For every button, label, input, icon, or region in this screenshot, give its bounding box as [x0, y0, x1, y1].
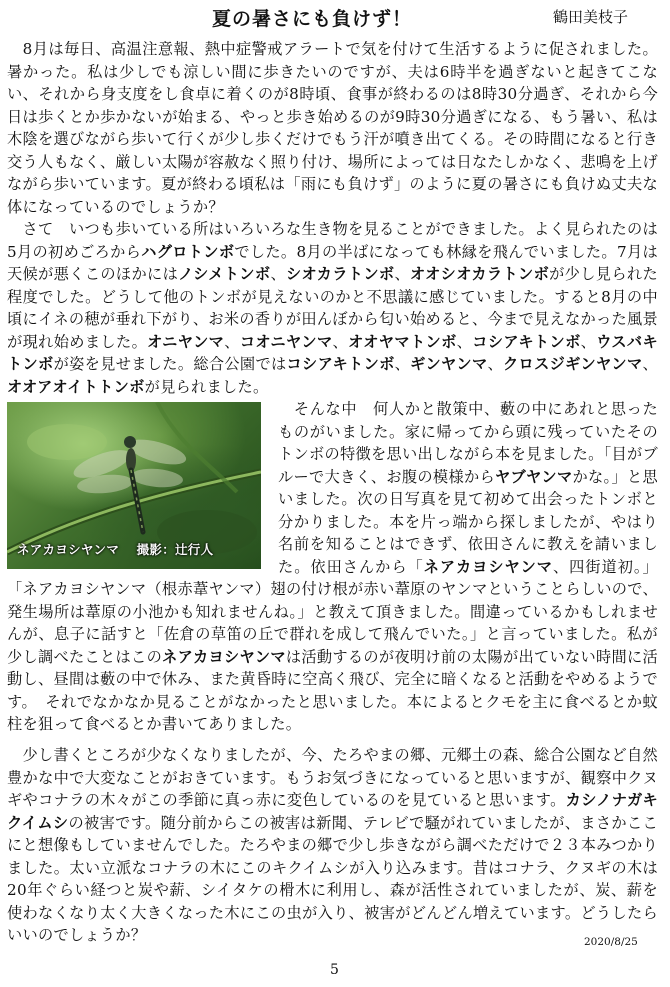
article-date: 2020/8/25	[584, 936, 638, 948]
species-name: コシアキトンボ	[286, 355, 395, 373]
species-name: ネアカヨシヤンマ	[162, 647, 286, 666]
species-name: ノシメトンボ	[178, 265, 271, 283]
species-name: コオニヤンマ	[239, 332, 333, 351]
paragraph-neaka-text: そんな中 何人かと散策中、藪の中にあれと思ったものがいました。家に帰ってから頭に残っていたそのトンボの特徴を思い出しながら本を見ました。「目がブルーで大きく、お腹の模様からヤブヤンマかな。」と思いました。次の日写真を見て初めて出会ったトンボと分かりました。本を片っ端から探しましたが、やはり名前を知ることはできず、依田さんに教えを請いました。依田さんから「ネアカヨシヤンマ、四街道初。」「ネアカヨシヤンマ（根赤葦ヤンマ）翅の付け根が赤い葦原のヤンマということらしいので、発生場所は葦原の小池かも知れませんね。」と教えて頂きました。間違っているかもしれませんが、息子に話すと「佐倉の草笛の丘で群れを成して飛んでいた。」と言っていました。私が少し調べたことはこのネアカヨシヤンマは活動するのが夜明け前の太陽が出ていない時間に活動し、昼間は藪の中で休み、また黄昏時に空高く飛び、完全に暗くなると活動をやめるようです。 それでなかなか見ることがなかったと思いました。本によるとクモを主に食べるとか蚊柱を狙って食べるとか書いてありました。	[7, 400, 659, 733]
species-name: ギンヤンマ	[410, 355, 488, 373]
species-name: オオシオカラトンボ	[410, 265, 550, 283]
species-name: ヤブヤンマ	[495, 467, 573, 486]
species-name: ネアカヨシヤンマ	[423, 557, 553, 576]
paragraph-kashinaga: 少し書くところが少なくなりましたが、今、たろやまの郷、元郷土の森、総合公園など自然豊かな中で大変なことがおきています。もうお気づきになっていると思いますが、観察中クヌギやコナラの木々がこの季節に真っ赤に変色しているのを見ていると思います。カシノナガキクイムシの被害です。随分前からこの被害は新聞、テレビで騒がれていましたが、まさかここにと想像もしていませんでした。たろやまの郷で少し歩きながら調べただけで２３本みつかりました。太い立派なコナラの木にこのキクイムシが入り込みます。昔はコナラ、クヌギの木は20年ぐらい経つと炭や薪、シイタケの榾木に利用し、森が活性されていましたが、炭、薪を使わなくなり太く大きくなった木にこの虫が入り、被害がどんどん増えています。どうしたらいいのでしょうか？	[7, 746, 658, 944]
species-name: ハグロトンボ	[141, 242, 235, 261]
dragonfly-photo	[7, 402, 261, 569]
species-name: コシアキトンボ	[472, 332, 581, 351]
species-name: シオカラトンボ	[286, 265, 395, 283]
species-name: ウスバキトンボ	[7, 332, 658, 373]
species-name: オニヤンマ	[147, 332, 225, 351]
species-name: オオアオイトトンボ	[7, 377, 145, 396]
species-name: クロスジギンヤンマ	[503, 355, 643, 373]
paragraph-heat: 8月は毎日、高温注意報、熱中症警戒アラートで気を付けて生活するように促されました。暑かった。私は少しでも涼しい間に歩きたいのですが、夫は6時半を過ぎないと起きてこない、それから身支度をし食卓に着くのが8時頃、食事が終わるのは8時30分過ぎ、それから今日は歩くとか歩かないが始まる、やっと歩き始めるのが9時30分過ぎになる、もう暑い、私は木陰を選びながら歩いて行くが少し歩くだけでもう汗が噴き出てくる。その時間になると行き交う人もなく、厳しい太陽が容赦なく照り付け、場所によっては日なたしかなく、悲鳴を上げながら歩いています。夏が終わる頃私は「雨にも負けず」のように夏の暑さにも負けぬ丈夫な体になっているのでしょうか？	[7, 40, 658, 216]
species-name: カシノナガキクイムシ	[7, 791, 658, 832]
paragraph-dragonflies: さて いつも歩いている所はいろいろな生き物を見ることができました。よく見られたのは5月の初めごろからハグロトンボでした。8月の半ばになっても林縁を飛んでいました。7月は天候が悪くこのほかにはノシメトンボ、シオカラトンボ、オオシオカラトンボが少し見られた程度でした。どうして他のトンボが見えないのかと不思議に感じていました。すると8月の中頃にイネの穂が垂れ下がり、お米の香りが田んぼから匂い始めると、今まで見えなかった風景が現れ始めました。オニヤンマ、コオニヤンマ、オオヤマトンボ、コシアキトンボ、ウスバキトンボが姿を見せました。総合公園ではコシアキトンボ、ギンヤンマ、クロスジギンヤンマ、オオアオイトトンボが見られました。	[7, 220, 658, 396]
page-title: 夏の暑さにも負けず！	[212, 8, 413, 30]
photo-caption: ネアカヨシヤンマ 撮影：辻行人	[17, 541, 214, 557]
page-number: 5	[330, 962, 339, 978]
paragraph-neaka-yoshiyanma	[7, 398, 658, 736]
species-name: オオヤマトンボ	[348, 332, 457, 351]
author-name: 鶴田美枝子	[553, 8, 629, 26]
